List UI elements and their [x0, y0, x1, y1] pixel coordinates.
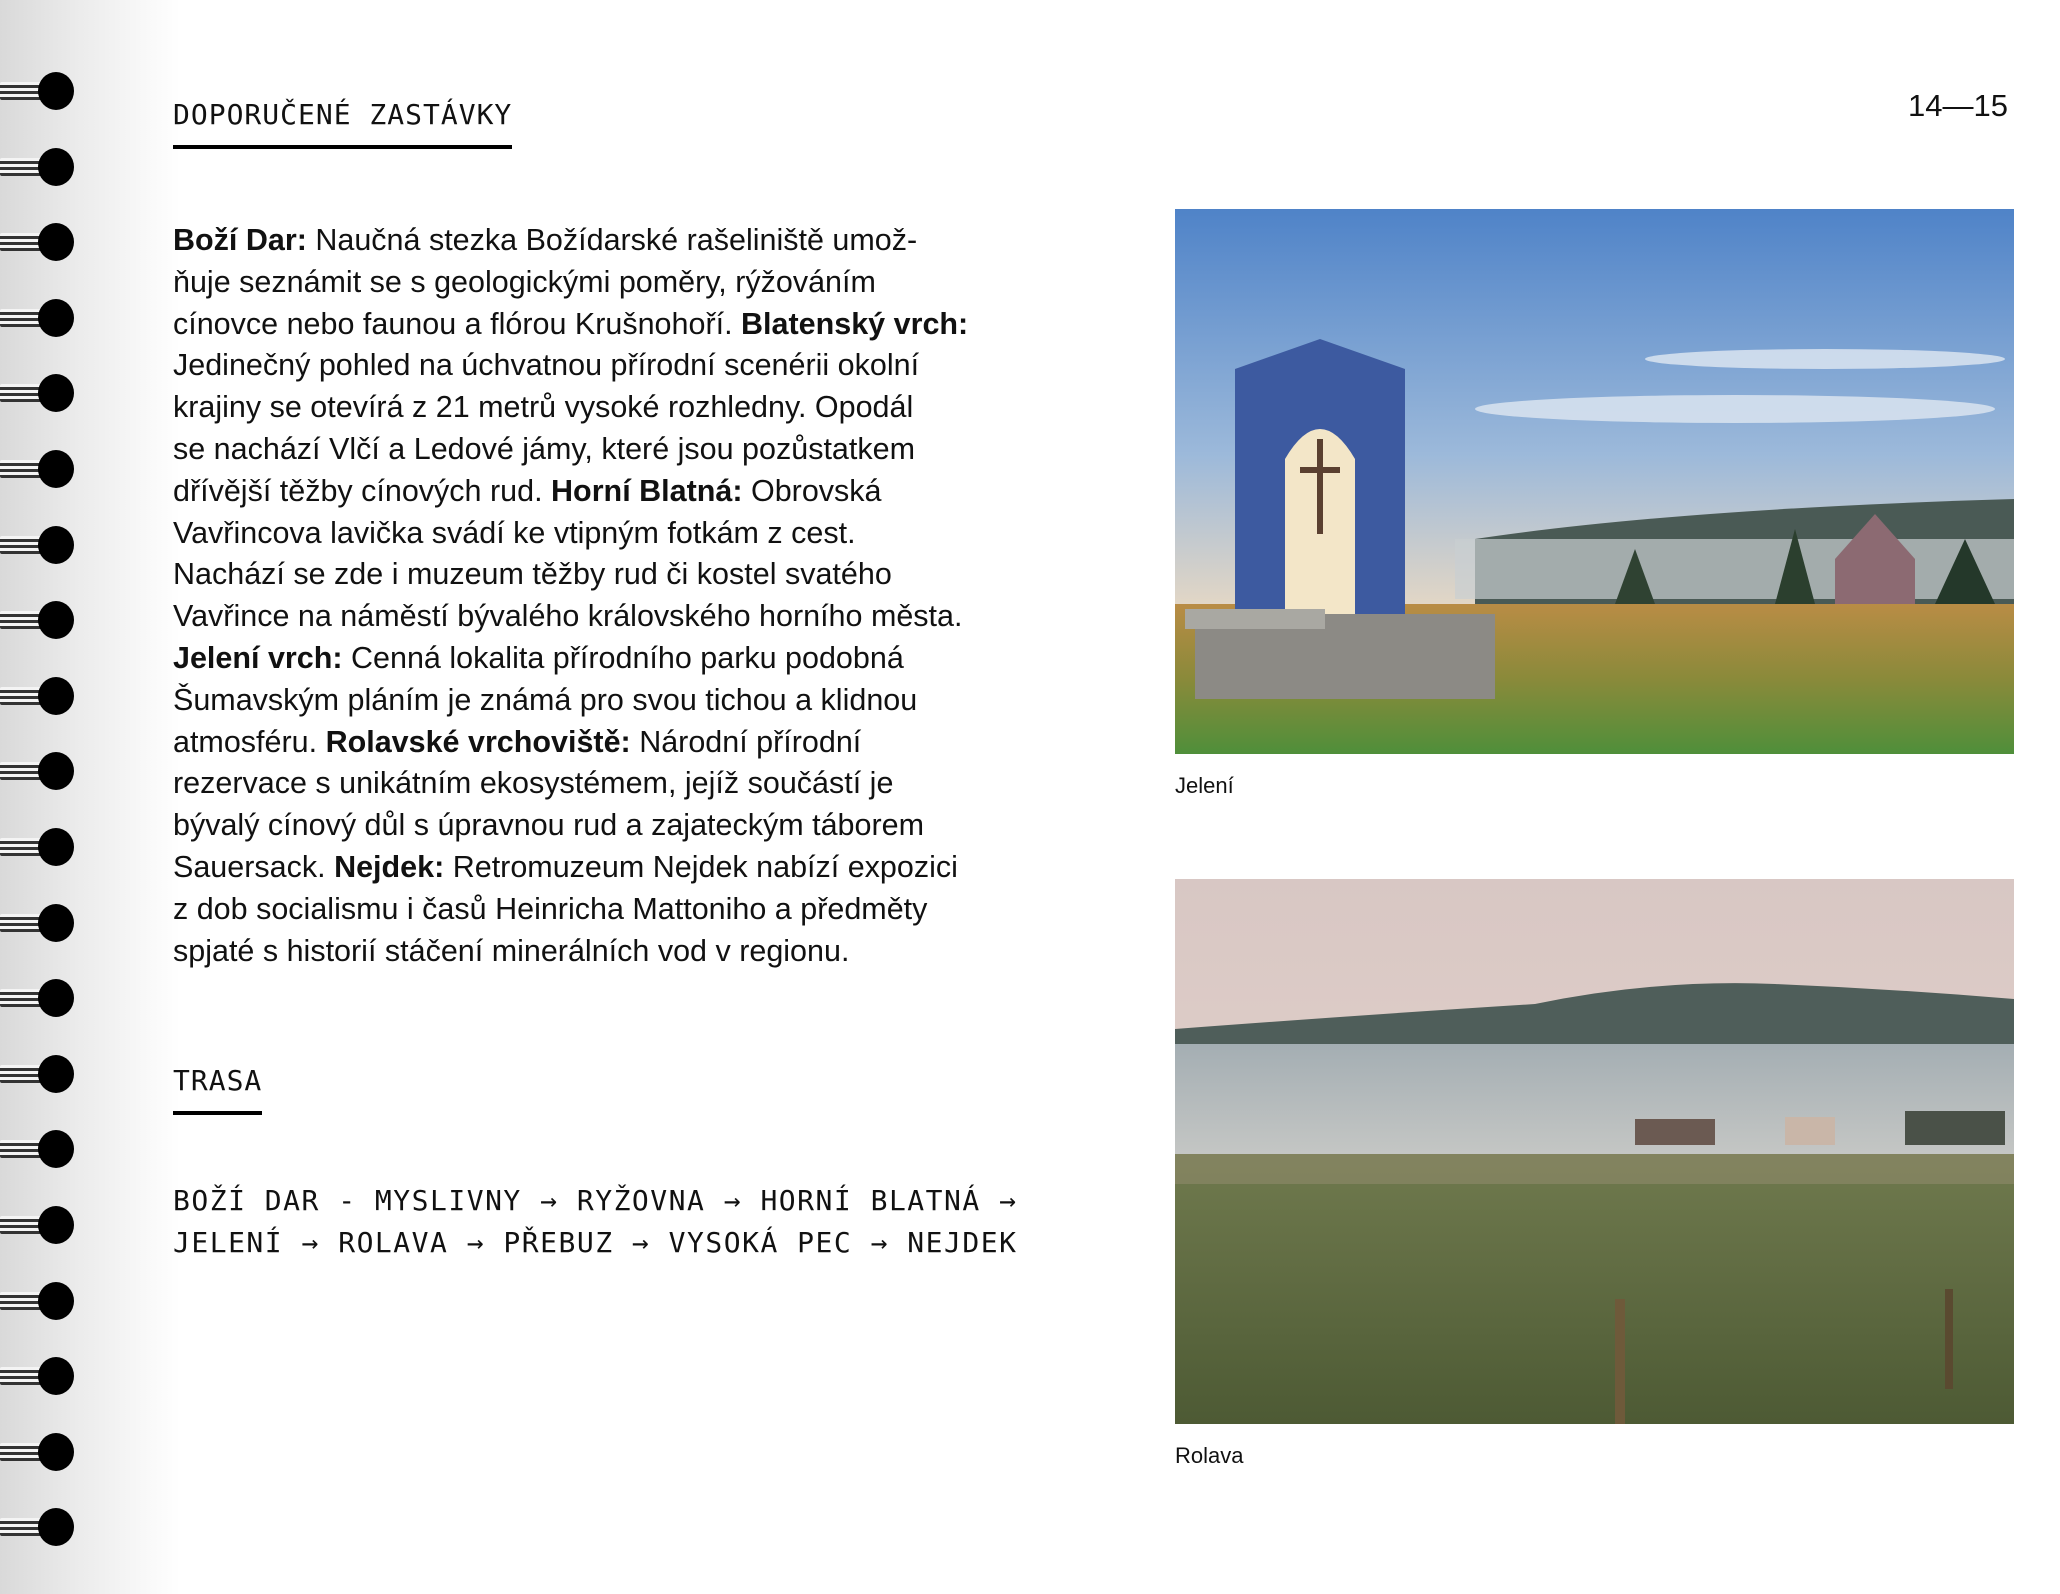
binding-ring — [0, 1433, 80, 1473]
stop-text: Cenná lokalita přírodního parku podobná Šumavským pláním je známá pro svou tichou a klidnou atmosféru. — [173, 640, 918, 759]
photo-caption: Rolava — [1175, 1443, 1244, 1468]
photo-jeleni-image — [1175, 209, 2014, 754]
binding-ring — [0, 374, 80, 414]
binding-ring — [0, 1055, 80, 1095]
binding-hole — [38, 1433, 74, 1471]
binding-hole — [38, 374, 74, 412]
photo-rolava-image — [1175, 879, 2014, 1424]
photo-caption: Jelení — [1175, 773, 1234, 798]
binding-hole — [38, 1282, 74, 1320]
section-heading-stops: DOPORUČENÉ ZASTÁVKY — [173, 98, 512, 149]
binding-hole — [38, 1055, 74, 1093]
stop-text: Obrovská Vavřincova lavička svádí ke vtipným fotkám z cest. Nachází se zde i muzeum těžby rud či kostel svatého Vavřince na náměstí bývalého královského horního města. — [173, 473, 963, 634]
binding-ring — [0, 979, 80, 1019]
stop-name: Blatenský vrch: — [741, 306, 969, 341]
stop-text: Národní přírodní rezervace s unikátním ekosystémem, jejíž součástí je bývalý cínový důl s úpravnou rud a zajateckým táborem Sauersack. — [173, 724, 925, 884]
stops-description — [173, 220, 1053, 972]
route-line: JELENÍ → ROLAVA → PŘEBUZ → VYSOKÁ PEC → NEJDEK — [173, 1226, 1018, 1259]
binding-ring — [0, 1130, 80, 1170]
binding-hole — [38, 148, 74, 186]
section-heading-route: TRASA — [173, 1064, 262, 1115]
stop-name: Rolavské vrchoviště: — [325, 724, 631, 759]
binding-hole — [38, 223, 74, 261]
stop-text: Jedinečný pohled na úchvatnou přírodní scenérii okolní krajiny se otevírá z 21 metrů vysoké rozhledny. Opodál se nachází Vlčí a Ledové jámy, které jsou pozůstatkem dřívější těžby cínových rud. — [173, 348, 920, 508]
binding-hole — [38, 72, 74, 110]
binding-ring — [0, 1206, 80, 1246]
binding-hole — [38, 752, 74, 790]
binding-ring — [0, 828, 80, 868]
binding-hole — [38, 1206, 74, 1244]
binding-hole — [38, 677, 74, 715]
binding-ring — [0, 1508, 80, 1548]
binding-ring — [0, 148, 80, 188]
binding-ring — [0, 299, 80, 339]
binding-ring — [0, 526, 80, 566]
spiral-binding — [0, 0, 180, 1594]
binding-hole — [38, 299, 74, 337]
binding-hole — [38, 526, 74, 564]
binding-hole — [38, 979, 74, 1017]
binding-hole — [38, 904, 74, 942]
stop-text: Naučná stezka Božídarské rašeliniště umož- ňuje seznámit se s geologickými poměry, rýžováním cínovce nebo faunou a flórou Krušnohoří. — [173, 223, 918, 341]
binding-ring — [0, 1282, 80, 1322]
stop-name: Nejdek: — [334, 849, 445, 884]
stop-name: Jelení vrch: — [173, 640, 343, 675]
photo-jeleni — [1175, 209, 2014, 754]
binding-ring — [0, 677, 80, 717]
stop-text: Retromuzeum Nejdek nabízí expozici z dob socialismu i časů Heinricha Mattoniho a předměty spjaté s historií stáčení minerálních vod v regionu. — [173, 849, 958, 968]
binding-ring — [0, 752, 80, 792]
binding-hole — [38, 1130, 74, 1168]
binding-ring — [0, 72, 80, 112]
binding-hole — [38, 1508, 74, 1546]
route-list — [173, 1180, 1053, 1264]
route-line: BOŽÍ DAR - MYSLIVNY → RYŽOVNA → HORNÍ BLATNÁ → — [173, 1184, 1018, 1217]
stop-name: Horní Blatná: — [551, 473, 743, 508]
photo-rolava — [1175, 879, 2014, 1424]
binding-hole — [38, 450, 74, 488]
stop-name: Boží Dar: — [173, 223, 307, 257]
page-numbers: 14—15 — [1908, 88, 2008, 123]
binding-ring — [0, 1357, 80, 1397]
binding-hole — [38, 601, 74, 639]
binding-hole — [38, 1357, 74, 1395]
binding-ring — [0, 904, 80, 944]
binding-ring — [0, 450, 80, 490]
binding-ring — [0, 223, 80, 263]
binding-hole — [38, 828, 74, 866]
binding-ring — [0, 601, 80, 641]
